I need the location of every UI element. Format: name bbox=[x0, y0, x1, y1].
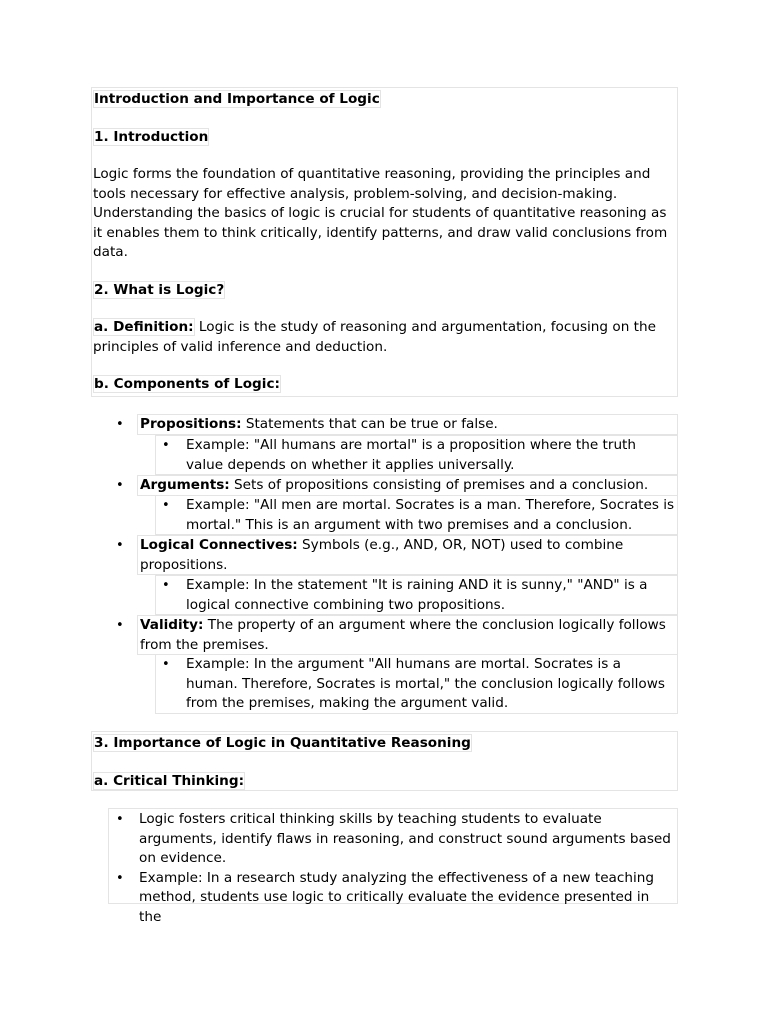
component-example: Example: "All humans are mortal" is a proposition where the truth value depends on whether it applies universally. bbox=[186, 437, 637, 473]
list-item bbox=[155, 435, 678, 475]
component-example: Example: "All men are mortal. Socrates is a man. Therefore, Socrates is mortal." This is an argument with two premises and a conclusion. bbox=[186, 497, 675, 533]
section-2-heading: 2. What is Logic? bbox=[94, 281, 225, 298]
bullet-icon: • bbox=[162, 657, 170, 672]
intro-block bbox=[91, 87, 678, 397]
bullet-icon: • bbox=[162, 438, 170, 453]
list-item bbox=[116, 615, 678, 655]
component-text: Sets of propositions consisting of premises and a conclusion. bbox=[229, 477, 649, 493]
list-item bbox=[116, 475, 678, 496]
component-label: Logical Connectives: bbox=[140, 537, 298, 553]
critical-thinking-list bbox=[108, 808, 678, 925]
component-example: Example: In the argument "All humans are mortal. Socrates is a human. Therefore, Socrates is mortal," the conclusion logically follows from the premises, making the argument valid. bbox=[186, 656, 665, 711]
importance-block bbox=[91, 731, 678, 791]
list-item bbox=[155, 575, 678, 615]
bullet-icon: • bbox=[116, 538, 124, 553]
critical-item-text: Example: In a research study analyzing the effectiveness of a new teaching method, students use logic to critically evaluate the evidence presented in the bbox=[139, 869, 655, 925]
component-text: Statements that can be true or false. bbox=[241, 416, 498, 432]
list-item bbox=[155, 495, 678, 535]
section-1-heading: 1. Introduction bbox=[94, 128, 209, 145]
bullet-icon: • bbox=[116, 417, 124, 432]
section-3-heading: 3. Importance of Logic in Quantitative Reasoning bbox=[94, 735, 471, 751]
component-label: Propositions: bbox=[140, 416, 242, 432]
bullet-icon: • bbox=[162, 498, 170, 513]
bullet-icon: • bbox=[162, 578, 170, 593]
list-item bbox=[116, 414, 678, 435]
definition-paragraph bbox=[93, 318, 676, 357]
component-example: Example: In the statement "It is raining AND it is sunny," "AND" is a logical connective combining two propositions. bbox=[186, 577, 648, 613]
critical-thinking-heading: a. Critical Thinking: bbox=[94, 772, 245, 789]
bullet-icon: • bbox=[116, 870, 124, 886]
doc-title: Introduction and Importance of Logic bbox=[94, 91, 380, 107]
bullet-icon: • bbox=[116, 812, 124, 827]
bullet-icon: • bbox=[116, 478, 124, 493]
intro-paragraph: Logic forms the foundation of quantitative reasoning, providing the principles and tools necessary for effective analysis, problem-solving, and decision-making. Understanding the basics of logic is crucial for students of quantitative reasoning as it enables them to think critically, identify patterns, and draw valid conclusions from data. bbox=[93, 166, 668, 260]
list-item bbox=[155, 654, 678, 714]
definition-label: a. Definition: bbox=[94, 319, 194, 335]
list-item bbox=[116, 535, 678, 575]
component-label: Validity: bbox=[140, 617, 204, 633]
bullet-icon: • bbox=[116, 618, 124, 633]
list-item bbox=[109, 809, 677, 869]
component-label: Arguments: bbox=[140, 477, 230, 493]
list-item bbox=[109, 869, 677, 928]
definition-text: Logic is the study of reasoning and argumentation, focusing on the principles of valid inference and deduction. bbox=[93, 319, 656, 355]
component-text: Symbols (e.g., AND, OR, NOT) used to combine propositions. bbox=[140, 537, 624, 573]
components-heading: b. Components of Logic: bbox=[94, 376, 280, 392]
critical-item-text: Logic fosters critical thinking skills by teaching students to evaluate arguments, identify flaws in reasoning, and construct sound arguments based on evidence. bbox=[139, 811, 671, 866]
component-text: The property of an argument where the conclusion logically follows from the premises. bbox=[140, 617, 666, 653]
